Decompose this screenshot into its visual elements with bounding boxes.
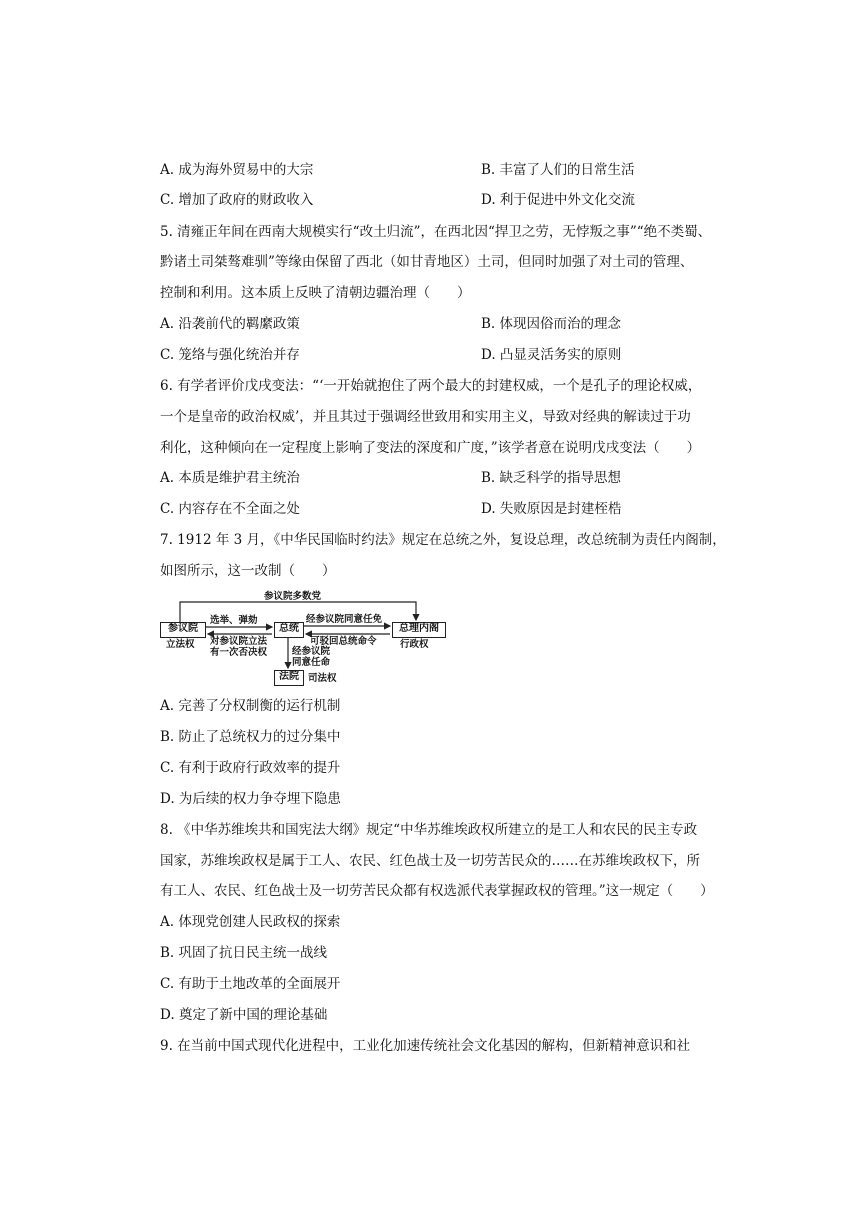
q5-option-b: B. 体现因俗而治的理念	[481, 316, 622, 332]
q7-option-a: A. 完善了分权制衡的运行机制	[160, 698, 341, 714]
court-appoint-label-1: 经参议院	[292, 646, 331, 657]
q8-stem-line-2: 国家，苏维埃政权是属于工人、农民、红色战士及一切劳苦民众的……在苏维埃政权下，所	[160, 853, 700, 869]
elect-impeach-label: 选举、弹劾	[210, 615, 258, 626]
senate-box: 参议院	[160, 622, 206, 638]
constitution-diagram	[158, 590, 448, 686]
q5-stem-line-3: 控制和利用。这本质上反映了清朝边疆治理（ ）	[160, 285, 471, 301]
majority-party-label: 参议院多数党	[264, 591, 322, 602]
cabinet-power-label: 行政权	[400, 639, 429, 650]
q4-option-b: B. 丰富了人们的日常生活	[481, 162, 635, 178]
court-box: 法院	[274, 670, 304, 686]
q5-option-c: C. 笼络与强化统治并存	[160, 347, 300, 363]
reject-order-label: 可驳回总统命令	[310, 636, 377, 647]
q6-option-a: A. 本质是维护君主统治	[160, 470, 300, 486]
q6-stem-line-1: 6. 有学者评价戊戌变法：“‘一开始就抱住了两个最大的封建权威，一个是孔子的理论权威，	[160, 378, 702, 394]
court-power-label: 司法权	[308, 673, 337, 684]
q8-option-c: C. 有助于土地改革的全面展开	[160, 976, 341, 992]
appoint-cabinet-label: 经参议院同意任免	[306, 614, 383, 625]
q4-option-c: C. 增加了政府的财政收入	[160, 192, 314, 208]
q5-option-a: A. 沿袭前代的羁縻政策	[160, 316, 300, 332]
q7-option-d: D. 为后续的权力争夺埋下隐患	[160, 791, 341, 807]
q8-stem-line-3: 有工人、农民、红色战士及一切劳苦民众都有权选派代表掌握政权的管理。”这一规定（ ）	[160, 883, 714, 899]
veto-label-2: 有一次否决权	[210, 647, 268, 658]
q4-option-d: D. 利于促进中外文化交流	[481, 192, 635, 208]
q7-stem-line-1: 7. 1912 年 3 月，《中华民国临时约法》规定在总统之外，复设总理，改总统制为责任内阁制，	[160, 532, 726, 548]
q7-stem-line-2: 如图所示，这一改制（ ）	[160, 563, 336, 579]
veto-label-1: 对参议院立法	[210, 636, 268, 647]
president-box: 总统	[274, 622, 304, 638]
q4-option-a: A. 成为海外贸易中的大宗	[160, 162, 314, 178]
q6-option-c: C. 内容存在不全面之处	[160, 501, 300, 517]
senate-power-label: 立法权	[166, 639, 195, 650]
q6-option-d: D. 失败原因是封建桎梏	[481, 501, 622, 517]
q8-option-d: D. 奠定了新中国的理论基础	[160, 1007, 328, 1023]
q8-option-a: A. 体现党创建人民政权的探索	[160, 914, 341, 930]
q8-stem-line-1: 8. 《中华苏维埃共和国宪法大纲》规定“中华苏维埃政权所建立的是工人和农民的民主专政	[160, 822, 698, 838]
q6-option-b: B. 缺乏科学的指导思想	[481, 470, 622, 486]
q5-option-d: D. 凸显灵活务实的原则	[481, 347, 622, 363]
q6-stem-line-3: 利化，这种倾向在一定程度上影响了变法的深度和广度，”该学者意在说明戊戌变法（ ）	[160, 440, 701, 456]
q6-stem-line-2: 一个是皇帝的政治权威’，并且其过于强调经世致用和实用主义，导致对经典的解读过于功	[160, 409, 691, 425]
q8-option-b: B. 巩固了抗日民主统一战线	[160, 945, 328, 961]
q5-stem-line-2: 黔诸土司桀骜难驯”等缘由保留了西北（如甘青地区）土司，但同时加强了对土司的管理、	[160, 254, 694, 270]
q9-stem-line-1: 9. 在当前中国式现代化进程中，工业化加速传统社会文化基因的解构，但新精神意识和社	[160, 1038, 691, 1054]
court-appoint-label-2: 同意任命	[292, 657, 331, 668]
q7-option-c: C. 有利于政府行政效率的提升	[160, 760, 341, 776]
cabinet-box: 总理内阁	[392, 622, 446, 638]
q5-stem-line-1: 5. 清雍正年间在西南大规模实行“改土归流”，在西北因“捍卫之劳，无悖叛之事”“绝不类蜀、	[160, 224, 712, 240]
q7-option-b: B. 防止了总统权力的过分集中	[160, 729, 341, 745]
